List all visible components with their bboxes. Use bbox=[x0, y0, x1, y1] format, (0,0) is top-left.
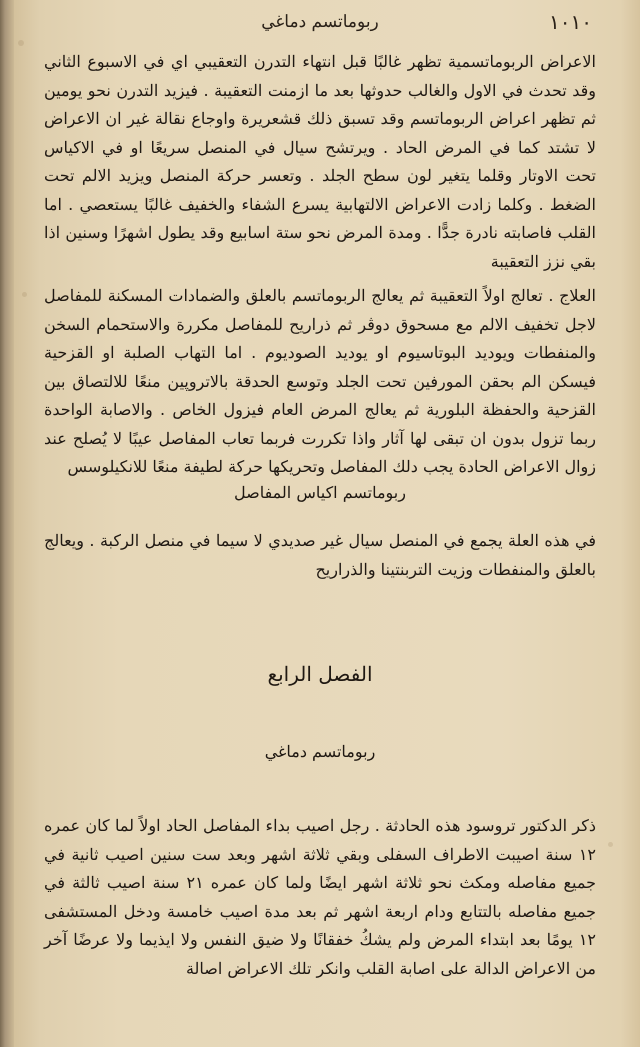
chapter-heading: الفصل الرابع bbox=[267, 662, 373, 686]
paper-spot bbox=[608, 842, 613, 847]
paper-spot bbox=[18, 40, 24, 46]
page-number: ١٠١٠ bbox=[549, 10, 592, 34]
body-text-bursa bbox=[44, 527, 596, 590]
running-title: ربوماتسم دماغي bbox=[261, 12, 379, 32]
body-text-top bbox=[44, 48, 596, 488]
body-text-case bbox=[44, 812, 596, 989]
paragraph-treatment: العلاج . تعالج اولاً التعقيبة ثم يعالج الربوماتسم بالعلق والضمادات المسكنة للمفاصل لاجل تخفيف الالم مع مسحوق دوڤر ثم ذراريح للمفاصل مكررة والاستحمام السخن والمنفطات ويوديد البوتاسيوم او يوديد الصوديوم . اما التهاب الصلبة او القزحية فيسكن الم بحقن المورفين تحت الجلد وتوسع الحدقة بالاتروپين منعًا للالتصاق بين القزحية والحفظة البلورية ثم يعالج المرض العام فيزول الخاص . والاصابة الواحدة ربما تزول بدون ان تبقى لها آثار واذا تكررت فربما تعاب المفاصل عيبًا لا يُصلح عند زوال الاعراض الحادة يجب دلك المفاصل وتحريكها حركة لطيفة منعًا للانكيلوسس bbox=[44, 286, 596, 476]
paragraph-case: ذكر الدكتور تروسود هذه الحادثة . رجل اصيب بداء المفاصل الحاد اولاً لما كان عمره ١٢ سنة اصيبت الاطراف السفلى وبقي ثلاثة اشهر وبعد ست سنين اصيب ثانية في جميع مفاصله ومكث نحو ثلاثة اشهر ايضًا ولما كان عمره ٢١ سنة اصيب ثالثة في جميع مفاصله بالتتابع ودام اربعة اشهر ثم بعد مدة اصيب خامسة ودخل المستشفى ١٢ يومًا بعد ابتداء المرض ولم يشكُ خفقانًا ولا ضيق النفس ولا ايذيما ولا عرضًا آخر من الاعراض الدالة على اصابة القلب وانكر تلك الاعراض اصالة bbox=[44, 816, 596, 978]
paper-spot bbox=[22, 292, 27, 297]
paragraph-symptoms: الاعراض الربوماتسمية تظهر غالبًا قبل انتهاء التدرن التعقيبي اي في الاسبوع الثاني وقد تحدث في الاول والغالب حدوثها بعد ما ازمنت التعقيبة . فيزيد التدرن نحو يومين ثم تظهر اعراض الربوماتسم وقد تسبق ذلك قشعريرة واوجاع نقالة غير ان الاعراض لا تشتد كما في المرض الحاد . ويرتشح سيال في المنصل سريعًا او في الاكياس تحت الاوتار وقلما يتغير لون سطح الجلد . وتعسر حركة المنصل ويزيد الالم تحت الضغط . وكلما زادت الاعراض الالتهابية يسرع الشفاء والخفيف غالبًا يستعصي . اما القلب فاصابته نادرة جدًّا . ومدة المرض نحو ستة اسابيع وقد يطول اشهرًا وسنين اذا بقي نزز التعقيبة bbox=[44, 52, 596, 271]
page-header bbox=[40, 10, 600, 40]
paragraph-bursa: في هذه العلة يجمع في المنصل سيال غير صديدي لا سيما في منصل الركبة . ويعالج بالعلق والمنفطات وزيت التربنتينا والذراريح bbox=[44, 531, 596, 579]
section-heading-bursa: ربوماتسم اكياس المفاصل bbox=[234, 483, 406, 502]
book-spine bbox=[0, 0, 14, 1047]
section-heading-cerebral: ربوماتسم دماغي bbox=[264, 742, 376, 761]
